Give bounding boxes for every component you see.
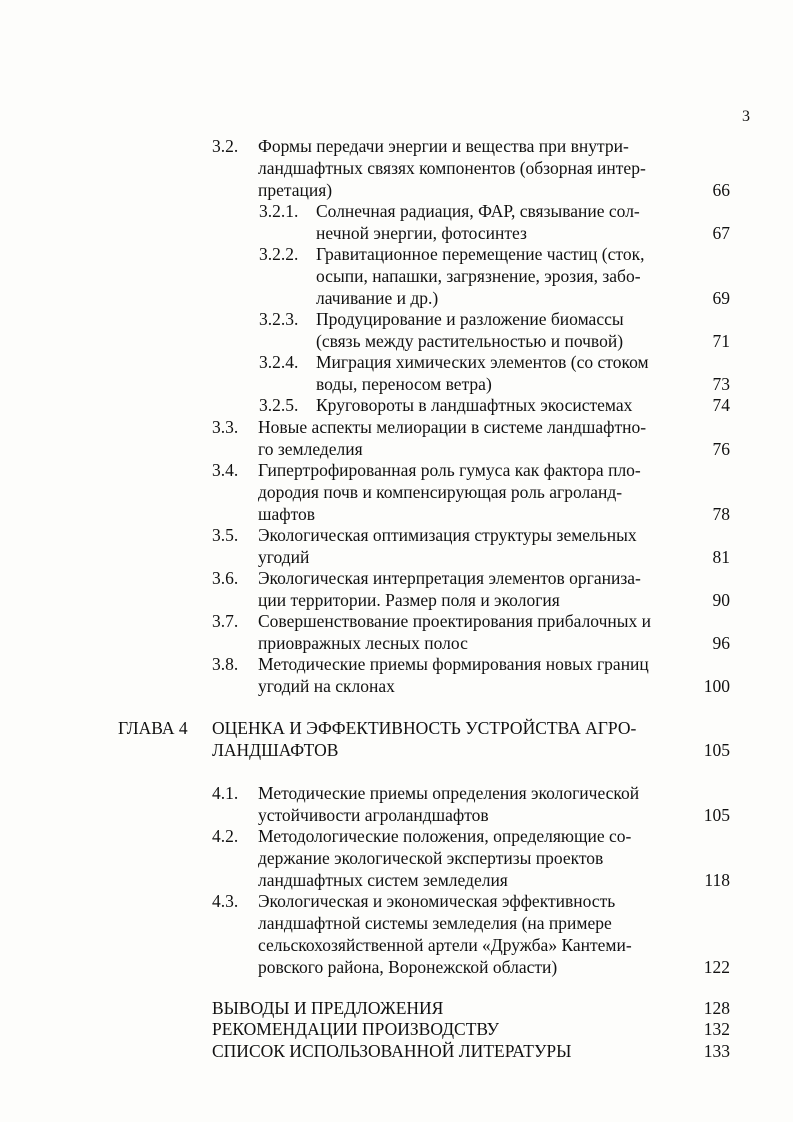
entry-page: 74 — [712, 395, 730, 415]
entry-title-line: (связь между растительностью и почвой) — [316, 331, 624, 351]
entry-page: 90 — [712, 590, 730, 610]
entry-title-line: Экологическая интерпретация элементов организа- — [258, 568, 641, 588]
entry-page: 122 — [703, 957, 730, 977]
entry-number: 4.1. — [212, 783, 239, 803]
entry-title-line: приовражных лесных полос — [258, 633, 468, 653]
page-number: 3 — [742, 108, 750, 125]
entry-title-line: Методические приемы определения экологической — [258, 783, 640, 803]
entry-title-line: осыпи, напашки, загрязнение, эрозия, забо- — [316, 266, 641, 286]
entry-title-line: ландшафтных систем земледелия — [258, 870, 508, 890]
entry-page: 67 — [712, 223, 730, 243]
chapter-label: ГЛАВА 4 — [118, 718, 188, 738]
entry-title-line: Методологические положения, определяющие со- — [258, 826, 632, 846]
final-title: РЕКОМЕНДАЦИИ ПРОИЗВОДСТВУ — [212, 1019, 500, 1039]
entry-title-line: Новые аспекты мелиорации в системе ландшафтно- — [258, 417, 647, 437]
entry-page: 73 — [712, 374, 730, 394]
entry-title-line: претация) — [258, 180, 333, 200]
entry-title-line: устойчивости агроландшафтов — [258, 805, 489, 825]
entry-title-line: Экологическая и экономическая эффективность — [258, 891, 616, 911]
entry-number: 4.2. — [212, 826, 239, 846]
entry-title-line: го земледелия — [258, 439, 363, 459]
entry-number: 3.8. — [212, 654, 239, 674]
entry-title-line: нечной энергии, фотосинтез — [316, 223, 527, 243]
entry-page: 118 — [704, 870, 730, 890]
entry-page: 105 — [703, 805, 730, 825]
chapter-title-line: ЛАНДШАФТОВ — [212, 740, 339, 760]
entry-title-line: Гипертрофированная роль гумуса как фактора пло- — [258, 460, 641, 480]
entry-title-line: Формы передачи энергии и вещества при внутри- — [258, 136, 629, 156]
entry-title-line: лачивание и др.) — [316, 288, 439, 308]
entry-page: 81 — [712, 547, 730, 567]
chapter-title-line: ОЦЕНКА И ЭФФЕКТИВНОСТЬ УСТРОЙСТВА АГРО- — [212, 718, 637, 738]
entry-title-line: угодий — [258, 547, 310, 567]
entry-title-line: Экологическая оптимизация структуры земельных — [258, 525, 637, 545]
entry-number: 3.6. — [212, 568, 239, 588]
entry-title-line: воды, переносом ветра) — [316, 374, 492, 394]
entry-title-line: Солнечная радиация, ФАР, связывание сол- — [316, 201, 640, 221]
entry-title-line: ции территории. Размер поля и экология — [258, 590, 560, 610]
entry-title-line: Круговороты в ландшафтных экосистемах — [316, 395, 633, 415]
final-title: ВЫВОДЫ И ПРЕДЛОЖЕНИЯ — [212, 998, 444, 1018]
entry-title-line: Продуцирование и разложение биомассы — [316, 309, 624, 329]
entry-page: 66 — [712, 180, 730, 200]
entry-number: 3.2.5. — [259, 395, 299, 415]
chapter-page: 105 — [703, 740, 730, 760]
entry-number: 3.2.2. — [259, 244, 299, 264]
entry-title-line: Миграция химических элементов (со стоком — [316, 352, 649, 372]
entry-number: 3.2.1. — [259, 201, 299, 221]
entry-title-line: Методические приемы формирования новых границ — [258, 654, 649, 674]
entry-page: 78 — [712, 504, 730, 524]
entry-page: 76 — [712, 439, 730, 459]
entry-title-line: шафтов — [258, 504, 316, 524]
entry-number: 3.5. — [212, 525, 239, 545]
entry-title-line: Гравитационное перемещение частиц (сток, — [316, 244, 645, 264]
entry-title-line: сельскохозяйственной артели «Дружба» Кантеми- — [258, 935, 632, 955]
entry-page: 71 — [712, 331, 730, 351]
entry-title-line: ландшафтной системы земледелия (на примере — [258, 913, 612, 933]
entry-number: 3.3. — [212, 417, 239, 437]
entry-number: 4.3. — [212, 891, 239, 911]
entry-page: 69 — [712, 288, 730, 308]
final-title: СПИСОК ИСПОЛЬЗОВАННОЙ ЛИТЕРАТУРЫ — [212, 1041, 572, 1061]
entry-number: 3.4. — [212, 460, 239, 480]
entry-title-line: дородия почв и компенсирующая роль агроланд- — [258, 482, 623, 502]
entry-title-line: держание экологической экспертизы проектов — [258, 848, 604, 868]
entry-page: 100 — [703, 676, 730, 696]
entry-title-line: угодий на склонах — [258, 676, 395, 696]
entry-number: 3.2. — [212, 136, 239, 156]
entry-number: 3.2.3. — [259, 309, 299, 329]
final-page: 128 — [703, 998, 730, 1018]
entry-title-line: Совершенствование проектирования прибалочных и — [258, 611, 652, 631]
entry-number: 3.7. — [212, 611, 239, 631]
final-page: 133 — [703, 1041, 730, 1061]
entry-number: 3.2.4. — [259, 352, 299, 372]
final-page: 132 — [703, 1019, 730, 1039]
entry-title-line: ландшафтных связях компонентов (обзорная интер- — [258, 158, 646, 178]
entry-page: 96 — [712, 633, 730, 653]
entry-title-line: ровского района, Воронежской области) — [258, 957, 558, 977]
